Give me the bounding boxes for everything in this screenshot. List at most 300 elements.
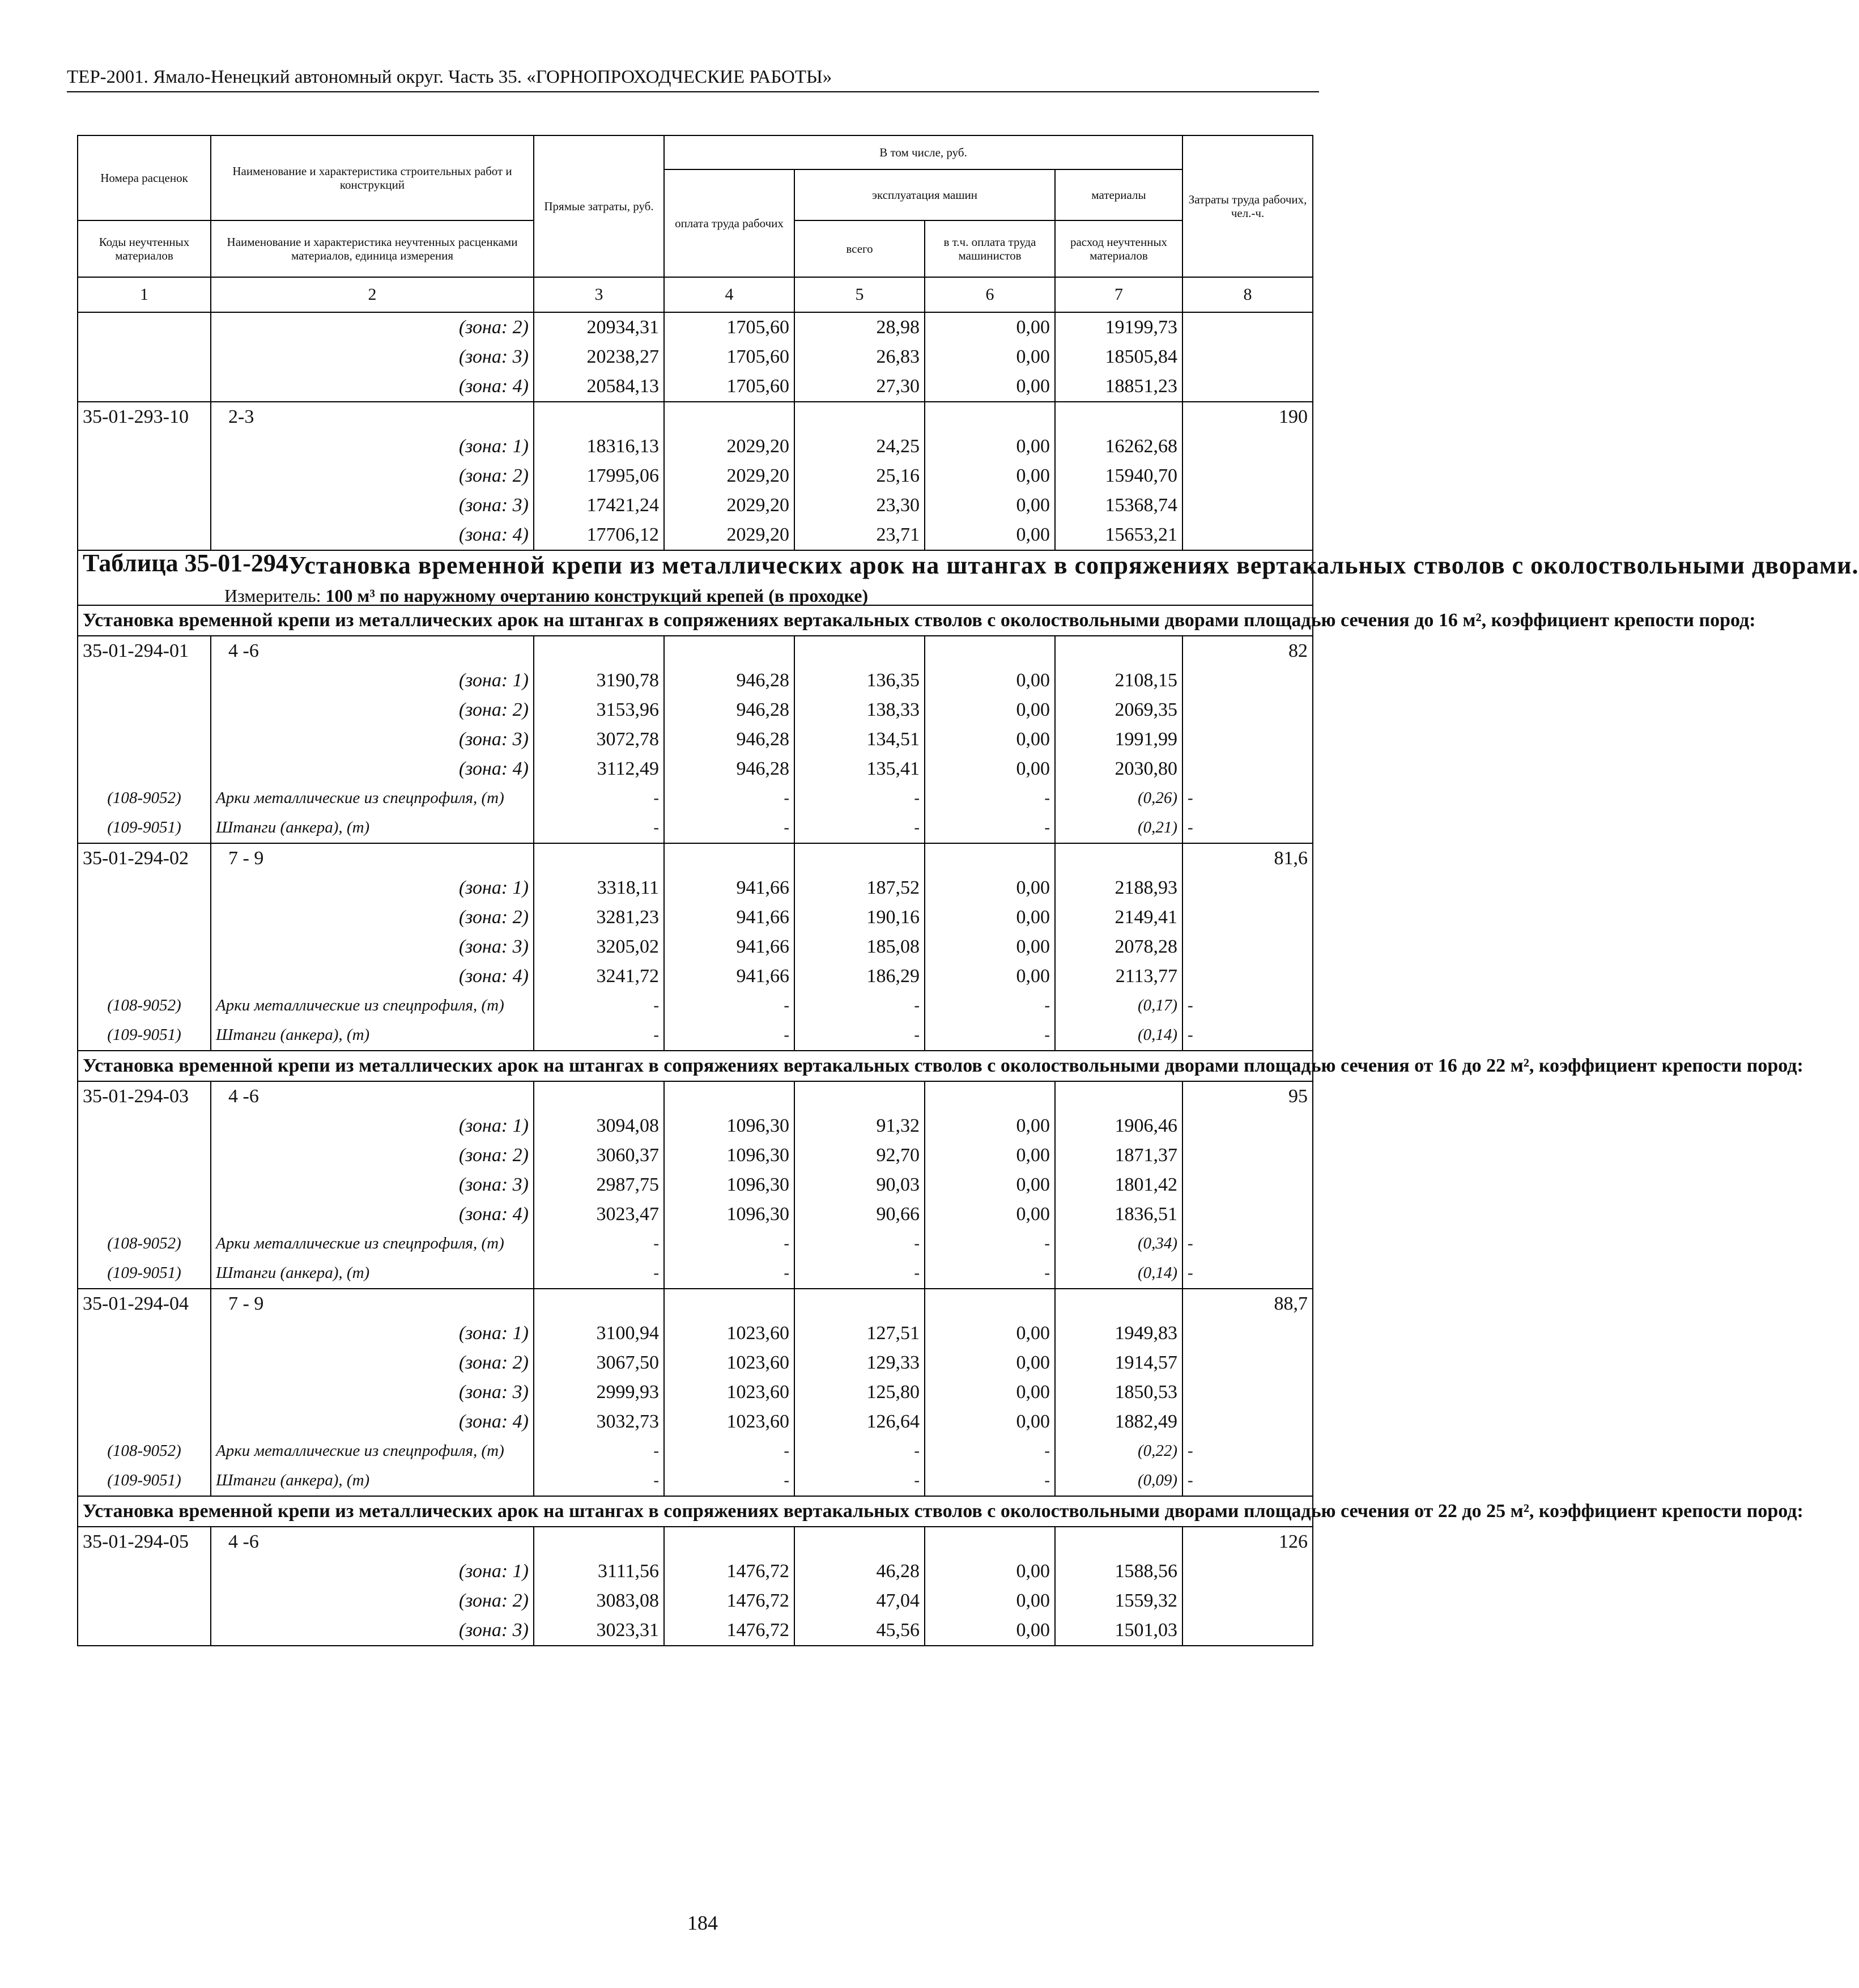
value-cell: 1801,42	[1055, 1170, 1182, 1200]
value-cell: 1096,30	[664, 1170, 794, 1200]
value-cell: (0,34)	[1055, 1229, 1182, 1259]
empty-cell	[1182, 1616, 1313, 1646]
empty-cell	[1182, 342, 1313, 372]
empty-cell	[794, 843, 925, 873]
value-cell: -	[794, 1021, 925, 1051]
material-code: (108-9052)	[78, 1437, 211, 1466]
material-row	[78, 1229, 1313, 1259]
value-cell: -	[534, 991, 664, 1021]
zone-row	[78, 754, 1313, 784]
zone-row	[78, 1200, 1313, 1229]
value-cell: 1096,30	[664, 1200, 794, 1229]
value-cell: 23,71	[794, 520, 925, 550]
value-cell: -	[534, 1466, 664, 1496]
value-cell: -	[664, 991, 794, 1021]
value-cell: 2029,20	[664, 461, 794, 491]
value-cell: 2029,20	[664, 520, 794, 550]
value-cell: 1836,51	[1055, 1200, 1182, 1229]
zone-row	[78, 1557, 1313, 1586]
value-cell: 0,00	[925, 432, 1055, 461]
col-num: 6	[925, 277, 1055, 312]
value-cell: 0,00	[925, 873, 1055, 903]
value-cell: 0,00	[925, 342, 1055, 372]
zone-row	[78, 312, 1313, 342]
value-cell: 20934,31	[534, 312, 664, 342]
rate-row	[78, 636, 1313, 666]
value-cell: 3112,49	[534, 754, 664, 784]
zone-label: (зона: 2)	[211, 1348, 534, 1378]
empty-cell	[1182, 1141, 1313, 1170]
value-cell: 0,00	[925, 903, 1055, 932]
value-cell: 3318,11	[534, 873, 664, 903]
table-header	[78, 135, 1313, 312]
empty-cell	[1182, 1170, 1313, 1200]
empty-cell	[78, 1319, 211, 1348]
value-cell: 3100,94	[534, 1319, 664, 1348]
zone-row	[78, 372, 1313, 402]
value-cell: 186,29	[794, 962, 925, 991]
value-cell: 20584,13	[534, 372, 664, 402]
table-caption	[78, 549, 1859, 606]
value-cell: -	[664, 784, 794, 813]
zone-row	[78, 873, 1313, 903]
zone-row	[78, 461, 1313, 491]
value-cell: 18505,84	[1055, 342, 1182, 372]
value-cell: -	[794, 991, 925, 1021]
value-cell: -	[794, 1466, 925, 1496]
zone-label: (зона: 3)	[211, 342, 534, 372]
empty-cell	[78, 932, 211, 962]
value-cell: -	[925, 1466, 1055, 1496]
value-cell: 1882,49	[1055, 1407, 1182, 1437]
value-cell: (0,09)	[1055, 1466, 1182, 1496]
value-cell: 3094,08	[534, 1111, 664, 1141]
zone-row	[78, 1111, 1313, 1141]
rate-name: 7 - 9	[211, 1289, 534, 1319]
value-cell: 19199,73	[1055, 312, 1182, 342]
material-code: (108-9052)	[78, 784, 211, 813]
zone-row	[78, 932, 1313, 962]
material-row	[78, 784, 1313, 813]
empty-cell	[534, 636, 664, 666]
value-cell: 46,28	[794, 1557, 925, 1586]
price-table	[77, 135, 1859, 1646]
value-cell: 0,00	[925, 695, 1055, 725]
value-cell: -	[1182, 1466, 1313, 1496]
empty-cell	[925, 402, 1055, 432]
value-cell: 1023,60	[664, 1319, 794, 1348]
value-cell: 28,98	[794, 312, 925, 342]
value-cell: 129,33	[794, 1348, 925, 1378]
empty-cell	[1182, 461, 1313, 491]
empty-cell	[794, 636, 925, 666]
col-num: 1	[78, 277, 211, 312]
material-row	[78, 1259, 1313, 1289]
section-title: Установка временной крепи из металлических арок на штангах в сопряжениях вертакальных стволов с околоствольными дворами площадью сечения до 16 м², коэффициент крепости пород:	[78, 605, 1313, 636]
value-cell: 3032,73	[534, 1407, 664, 1437]
value-cell: 3281,23	[534, 903, 664, 932]
col-num: 3	[534, 277, 664, 312]
material-code: (109-9051)	[78, 1259, 211, 1289]
empty-cell	[78, 1557, 211, 1586]
col-wages: оплата труда рабочих	[664, 169, 794, 277]
empty-cell	[1182, 372, 1313, 402]
empty-cell	[1055, 636, 1182, 666]
zone-row	[78, 962, 1313, 991]
value-cell: 1501,03	[1055, 1616, 1182, 1646]
col-mat-unacc: расход неучтенных материалов	[1055, 220, 1182, 277]
value-cell: -	[664, 1021, 794, 1051]
value-cell: 92,70	[794, 1141, 925, 1170]
col-direct: Прямые затраты, руб.	[534, 135, 664, 277]
zone-label: (зона: 2)	[211, 695, 534, 725]
zone-row	[78, 666, 1313, 695]
empty-cell	[1182, 1319, 1313, 1348]
empty-cell	[794, 1289, 925, 1319]
col-num: 4	[664, 277, 794, 312]
empty-cell	[78, 1170, 211, 1200]
value-cell: -	[925, 1259, 1055, 1289]
col-code-b: Коды неучтенных материалов	[78, 220, 211, 277]
labor-value: 81,6	[1182, 843, 1313, 873]
value-cell: 17995,06	[534, 461, 664, 491]
col-materials: материалы	[1055, 169, 1182, 220]
empty-cell	[1182, 903, 1313, 932]
value-cell: 1705,60	[664, 312, 794, 342]
empty-cell	[794, 1527, 925, 1557]
zone-label: (зона: 1)	[211, 432, 534, 461]
rate-code: 35-01-293-10	[78, 402, 211, 432]
value-cell: 127,51	[794, 1319, 925, 1348]
zone-label: (зона: 2)	[211, 1586, 534, 1616]
page-number: 184	[687, 1911, 718, 1934]
value-cell: 0,00	[925, 1378, 1055, 1407]
value-cell: (0,14)	[1055, 1259, 1182, 1289]
zone-row	[78, 1348, 1313, 1378]
zone-label: (зона: 1)	[211, 1111, 534, 1141]
zone-label: (зона: 1)	[211, 1557, 534, 1586]
material-name: Штанги (анкера), (т)	[211, 1259, 534, 1289]
table-number: Таблица 35-01-294	[83, 549, 288, 577]
value-cell: 138,33	[794, 695, 925, 725]
value-cell: -	[925, 1437, 1055, 1466]
material-name: Штанги (анкера), (т)	[211, 1021, 534, 1051]
value-cell: -	[534, 1259, 664, 1289]
value-cell: 0,00	[925, 754, 1055, 784]
rate-code: 35-01-294-03	[78, 1081, 211, 1111]
value-cell: 136,35	[794, 666, 925, 695]
rate-row	[78, 843, 1313, 873]
section-header	[78, 605, 1313, 636]
value-cell: 1476,72	[664, 1557, 794, 1586]
value-cell: 2987,75	[534, 1170, 664, 1200]
value-cell: 1588,56	[1055, 1557, 1182, 1586]
rate-row	[78, 1081, 1313, 1111]
empty-cell	[1055, 402, 1182, 432]
zone-row	[78, 1586, 1313, 1616]
rate-name: 2-3	[211, 402, 534, 432]
value-cell: 1871,37	[1055, 1141, 1182, 1170]
value-cell: -	[534, 813, 664, 843]
value-cell: 1023,60	[664, 1378, 794, 1407]
value-cell: 23,30	[794, 491, 925, 520]
col-num: 5	[794, 277, 925, 312]
value-cell: 3153,96	[534, 695, 664, 725]
value-cell: 3067,50	[534, 1348, 664, 1378]
empty-cell	[78, 666, 211, 695]
empty-cell	[78, 873, 211, 903]
measure-label: Измеритель:	[224, 585, 326, 606]
empty-cell	[1055, 1289, 1182, 1319]
empty-cell	[1182, 1586, 1313, 1616]
col-incl: В том числе, руб.	[664, 135, 1182, 169]
empty-cell	[1182, 1407, 1313, 1437]
value-cell: 3060,37	[534, 1141, 664, 1170]
material-name: Арки металлические из спецпрофиля, (т)	[211, 784, 534, 813]
empty-cell	[1055, 843, 1182, 873]
value-cell: 0,00	[925, 725, 1055, 754]
value-cell: 1949,83	[1055, 1319, 1182, 1348]
value-cell: 17706,12	[534, 520, 664, 550]
empty-cell	[78, 725, 211, 754]
rate-name: 4 -6	[211, 636, 534, 666]
value-cell: -	[664, 1259, 794, 1289]
value-cell: 15940,70	[1055, 461, 1182, 491]
value-cell: 2108,15	[1055, 666, 1182, 695]
value-cell: -	[794, 1437, 925, 1466]
section-title: Установка временной крепи из металлических арок на штангах в сопряжениях вертакальных стволов с околоствольными дворами площадью сечения от 16 до 22 м², коэффициент крепости пород:	[78, 1051, 1313, 1081]
empty-cell	[925, 636, 1055, 666]
value-cell: 47,04	[794, 1586, 925, 1616]
empty-cell	[78, 1407, 211, 1437]
value-cell: -	[534, 1437, 664, 1466]
rate-code: 35-01-294-01	[78, 636, 211, 666]
zone-label: (зона: 4)	[211, 962, 534, 991]
value-cell: 3111,56	[534, 1557, 664, 1586]
value-cell: 3023,47	[534, 1200, 664, 1229]
value-cell: 0,00	[925, 372, 1055, 402]
value-cell: 1023,60	[664, 1348, 794, 1378]
col-machinists: в т.ч. оплата труда машинистов	[925, 220, 1055, 277]
value-cell: 187,52	[794, 873, 925, 903]
value-cell: 0,00	[925, 1616, 1055, 1646]
value-cell: 0,00	[925, 1141, 1055, 1170]
value-cell: 15653,21	[1055, 520, 1182, 550]
value-cell: 16262,68	[1055, 432, 1182, 461]
value-cell: 0,00	[925, 1319, 1055, 1348]
value-cell: 946,28	[664, 725, 794, 754]
zone-label: (зона: 1)	[211, 666, 534, 695]
zone-label: (зона: 3)	[211, 1378, 534, 1407]
value-cell: 2030,80	[1055, 754, 1182, 784]
empty-cell	[78, 520, 211, 550]
value-cell: 25,16	[794, 461, 925, 491]
value-cell: 941,66	[664, 873, 794, 903]
zone-row	[78, 491, 1313, 520]
empty-cell	[78, 1586, 211, 1616]
empty-cell	[1182, 695, 1313, 725]
col-machines: эксплуатация машин	[794, 169, 1055, 220]
material-row	[78, 991, 1313, 1021]
running-header: ТЕР-2001. Ямало-Ненецкий автономный округ. Часть 35. «ГОРНОПРОХОДЧЕСКИЕ РАБОТЫ»	[67, 67, 1319, 92]
empty-cell	[1182, 520, 1313, 550]
value-cell: 2029,20	[664, 491, 794, 520]
empty-cell	[534, 402, 664, 432]
value-cell: -	[1182, 991, 1313, 1021]
value-cell: 3023,31	[534, 1616, 664, 1646]
value-cell: 15368,74	[1055, 491, 1182, 520]
zone-row	[78, 1141, 1313, 1170]
material-code: (109-9051)	[78, 1466, 211, 1496]
zone-row	[78, 1407, 1313, 1437]
col-labor: Затраты труда рабочих, чел.-ч.	[1182, 135, 1313, 277]
empty-cell	[78, 1616, 211, 1646]
labor-value: 88,7	[1182, 1289, 1313, 1319]
empty-cell	[78, 962, 211, 991]
zone-label: (зона: 2)	[211, 461, 534, 491]
empty-cell	[925, 843, 1055, 873]
rate-row	[78, 1289, 1313, 1319]
empty-cell	[664, 843, 794, 873]
empty-cell	[1182, 1200, 1313, 1229]
value-cell: 91,32	[794, 1111, 925, 1141]
value-cell: -	[664, 1437, 794, 1466]
value-cell: 1096,30	[664, 1111, 794, 1141]
empty-cell	[664, 1081, 794, 1111]
empty-cell	[534, 1081, 664, 1111]
empty-cell	[78, 312, 211, 342]
zone-row	[78, 1616, 1313, 1646]
value-cell: 3190,78	[534, 666, 664, 695]
empty-cell	[1182, 1378, 1313, 1407]
value-cell: -	[664, 1229, 794, 1259]
value-cell: 17421,24	[534, 491, 664, 520]
empty-cell	[794, 402, 925, 432]
rate-name: 7 - 9	[211, 843, 534, 873]
zone-label: (зона: 2)	[211, 312, 534, 342]
empty-cell	[1182, 725, 1313, 754]
col-total: всего	[794, 220, 925, 277]
value-cell: (0,26)	[1055, 784, 1182, 813]
value-cell: 1705,60	[664, 372, 794, 402]
empty-cell	[664, 1527, 794, 1557]
empty-cell	[1055, 1527, 1182, 1557]
value-cell: 2149,41	[1055, 903, 1182, 932]
empty-cell	[534, 1527, 664, 1557]
value-cell: 3205,02	[534, 932, 664, 962]
material-row	[78, 813, 1313, 843]
rate-code: 35-01-294-04	[78, 1289, 211, 1319]
zone-label: (зона: 4)	[211, 372, 534, 402]
zone-label: (зона: 1)	[211, 1319, 534, 1348]
material-name: Арки металлические из спецпрофиля, (т)	[211, 1437, 534, 1466]
value-cell: (0,21)	[1055, 813, 1182, 843]
section-title: Установка временной крепи из металлических арок на штангах в сопряжениях вертакальных стволов с околоствольными дворами площадью сечения от 22 до 25 м², коэффициент крепости пород:	[78, 1496, 1313, 1527]
value-cell: 24,25	[794, 432, 925, 461]
empty-cell	[78, 1200, 211, 1229]
value-cell: -	[925, 1021, 1055, 1051]
empty-cell	[78, 372, 211, 402]
value-cell: -	[1182, 784, 1313, 813]
value-cell: 0,00	[925, 1111, 1055, 1141]
material-code: (109-9051)	[78, 813, 211, 843]
value-cell: 1914,57	[1055, 1348, 1182, 1378]
measure-value: 100 м³ по наружному очертанию конструкций крепей (в проходке)	[325, 585, 869, 606]
material-code: (109-9051)	[78, 1021, 211, 1051]
empty-cell	[78, 1111, 211, 1141]
value-cell: -	[1182, 1259, 1313, 1289]
zone-label: (зона: 3)	[211, 725, 534, 754]
labor-value: 126	[1182, 1527, 1313, 1557]
value-cell: -	[534, 1229, 664, 1259]
value-cell: 1906,46	[1055, 1111, 1182, 1141]
value-cell: -	[534, 1021, 664, 1051]
zone-label: (зона: 3)	[211, 932, 534, 962]
value-cell: 0,00	[925, 1170, 1055, 1200]
value-cell: 1476,72	[664, 1586, 794, 1616]
empty-cell	[794, 1081, 925, 1111]
col-num: 2	[211, 277, 534, 312]
measure-unit	[224, 587, 1308, 605]
value-cell: 0,00	[925, 666, 1055, 695]
empty-cell	[78, 1378, 211, 1407]
value-cell: 126,64	[794, 1407, 925, 1437]
value-cell: -	[534, 784, 664, 813]
value-cell: 1476,72	[664, 1616, 794, 1646]
zone-row	[78, 1170, 1313, 1200]
value-cell: 125,80	[794, 1378, 925, 1407]
rate-name: 4 -6	[211, 1527, 534, 1557]
value-cell: 0,00	[925, 1200, 1055, 1229]
value-cell: 45,56	[794, 1616, 925, 1646]
value-cell: 0,00	[925, 1557, 1055, 1586]
value-cell: -	[1182, 1229, 1313, 1259]
empty-cell	[1182, 1111, 1313, 1141]
rate-row	[78, 1527, 1313, 1557]
value-cell: 1096,30	[664, 1141, 794, 1170]
empty-cell	[1055, 1081, 1182, 1111]
value-cell: 3072,78	[534, 725, 664, 754]
col-num: 7	[1055, 277, 1182, 312]
value-cell: 1023,60	[664, 1407, 794, 1437]
labor-value: 82	[1182, 636, 1313, 666]
rate-code: 35-01-294-05	[78, 1527, 211, 1557]
empty-cell	[78, 1348, 211, 1378]
value-cell: 0,00	[925, 962, 1055, 991]
material-name: Штанги (анкера), (т)	[211, 1466, 534, 1496]
zone-label: (зона: 3)	[211, 491, 534, 520]
zone-row	[78, 1319, 1313, 1348]
value-cell: 0,00	[925, 1348, 1055, 1378]
empty-cell	[1182, 962, 1313, 991]
empty-cell	[1182, 666, 1313, 695]
empty-cell	[1182, 312, 1313, 342]
empty-cell	[1182, 932, 1313, 962]
value-cell: -	[664, 1466, 794, 1496]
value-cell: 18316,13	[534, 432, 664, 461]
empty-cell	[78, 695, 211, 725]
value-cell: 2069,35	[1055, 695, 1182, 725]
value-cell: -	[925, 991, 1055, 1021]
value-cell: 1559,32	[1055, 1586, 1182, 1616]
value-cell: 0,00	[925, 312, 1055, 342]
value-cell: 0,00	[925, 1586, 1055, 1616]
zone-label: (зона: 4)	[211, 1200, 534, 1229]
value-cell: 2188,93	[1055, 873, 1182, 903]
rate-row	[78, 402, 1313, 432]
value-cell: 3241,72	[534, 962, 664, 991]
empty-cell	[664, 402, 794, 432]
